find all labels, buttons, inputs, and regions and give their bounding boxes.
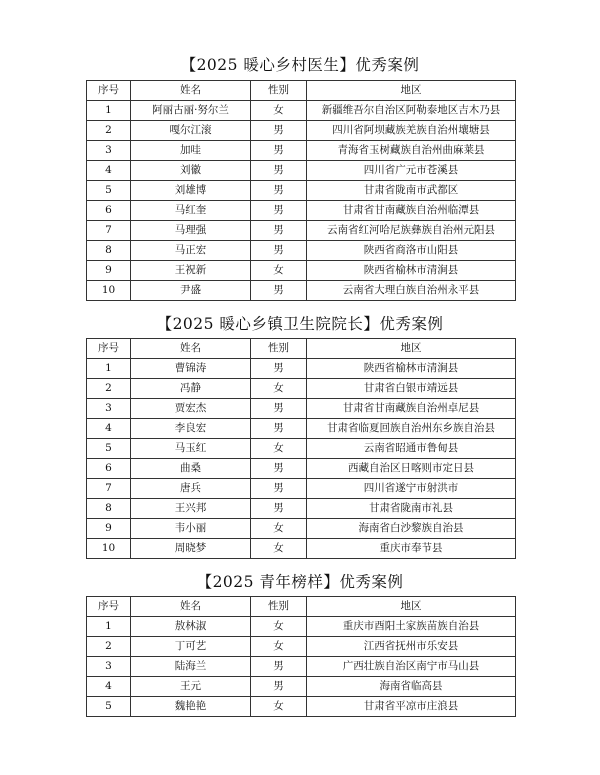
table-row <box>87 201 516 221</box>
table-row <box>87 519 516 539</box>
table-row <box>87 101 516 121</box>
cell-number: 4 <box>87 419 131 439</box>
cell-region: 甘肃省白银市靖远县 <box>307 379 516 399</box>
header-region: 地区 <box>307 339 516 359</box>
table-township-director <box>86 338 516 559</box>
cell-gender: 男 <box>251 121 307 141</box>
section-title-rural-doctor: 【2025 暖心乡村医生】优秀案例 <box>180 56 420 74</box>
cell-number: 7 <box>87 479 131 499</box>
table-row <box>87 221 516 241</box>
cell-region: 陕西省商洛市山阳县 <box>307 241 516 261</box>
cell-gender: 男 <box>251 281 307 301</box>
cell-region: 甘肃省甘南藏族自治州卓尼县 <box>307 399 516 419</box>
cell-number: 7 <box>87 221 131 241</box>
header-name: 姓名 <box>131 597 251 617</box>
header-number: 序号 <box>87 597 131 617</box>
cell-region: 青海省玉树藏族自治州曲麻莱县 <box>307 141 516 161</box>
table-row <box>87 499 516 519</box>
cell-gender: 男 <box>251 221 307 241</box>
cell-region: 云南省红河哈尼族彝族自治州元阳县 <box>307 221 516 241</box>
cell-region: 陕西省榆林市清涧县 <box>307 261 516 281</box>
section-title-township-director: 【2025 暖心乡镇卫生院院长】优秀案例 <box>156 315 444 333</box>
cell-name: 王元 <box>131 677 251 697</box>
cell-gender: 女 <box>251 697 307 717</box>
cell-gender: 女 <box>251 379 307 399</box>
cell-number: 2 <box>87 121 131 141</box>
cell-name: 贾宏杰 <box>131 399 251 419</box>
cell-gender: 男 <box>251 181 307 201</box>
cell-gender: 男 <box>251 399 307 419</box>
cell-region: 广西壮族自治区南宁市马山县 <box>307 657 516 677</box>
cell-number: 5 <box>87 697 131 717</box>
cell-name: 冯静 <box>131 379 251 399</box>
cell-name: 周晓梦 <box>131 539 251 559</box>
cell-region: 甘肃省甘南藏族自治州临潭县 <box>307 201 516 221</box>
cell-name: 陆海兰 <box>131 657 251 677</box>
table-row <box>87 379 516 399</box>
cell-gender: 男 <box>251 201 307 221</box>
cell-gender: 男 <box>251 459 307 479</box>
cell-region: 重庆市酉阳土家族苗族自治县 <box>307 617 516 637</box>
cell-number: 3 <box>87 399 131 419</box>
table-row <box>87 359 516 379</box>
table-row <box>87 419 516 439</box>
cell-gender: 女 <box>251 617 307 637</box>
cell-gender: 男 <box>251 241 307 261</box>
cell-name: 刘雄博 <box>131 181 251 201</box>
header-name: 姓名 <box>131 81 251 101</box>
cell-name: 曲桑 <box>131 459 251 479</box>
cell-region: 新疆维吾尔自治区阿勒泰地区吉木乃县 <box>307 101 516 121</box>
cell-number: 1 <box>87 617 131 637</box>
cell-number: 9 <box>87 261 131 281</box>
table-body <box>87 101 516 301</box>
table-row <box>87 657 516 677</box>
section-title-youth-model: 【2025 青年榜样】优秀案例 <box>196 573 404 591</box>
table-header-row <box>87 339 516 359</box>
table-body <box>87 617 516 717</box>
cell-region: 陕西省榆林市清涧县 <box>307 359 516 379</box>
cell-gender: 女 <box>251 539 307 559</box>
cell-number: 5 <box>87 181 131 201</box>
header-gender: 性别 <box>251 597 307 617</box>
header-gender: 性别 <box>251 81 307 101</box>
cell-gender: 女 <box>251 261 307 281</box>
cell-gender: 男 <box>251 499 307 519</box>
header-number: 序号 <box>87 339 131 359</box>
cell-name: 马理强 <box>131 221 251 241</box>
table-row <box>87 697 516 717</box>
cell-name: 嘎尔江滚 <box>131 121 251 141</box>
table-row <box>87 459 516 479</box>
cell-name: 阿丽古丽·努尔兰 <box>131 101 251 121</box>
cell-number: 1 <box>87 359 131 379</box>
cell-name: 马正宏 <box>131 241 251 261</box>
cell-number: 9 <box>87 519 131 539</box>
cell-region: 西藏自治区日喀则市定日县 <box>307 459 516 479</box>
cell-region: 四川省广元市苍溪县 <box>307 161 516 181</box>
table-row <box>87 161 516 181</box>
header-gender: 性别 <box>251 339 307 359</box>
cell-number: 6 <box>87 201 131 221</box>
table-row <box>87 241 516 261</box>
cell-gender: 男 <box>251 141 307 161</box>
cell-number: 10 <box>87 539 131 559</box>
cell-name: 唐兵 <box>131 479 251 499</box>
cell-number: 2 <box>87 637 131 657</box>
cell-name: 加哇 <box>131 141 251 161</box>
cell-region: 甘肃省陇南市礼县 <box>307 499 516 519</box>
cell-number: 2 <box>87 379 131 399</box>
cell-name: 马红奎 <box>131 201 251 221</box>
cell-name: 曹锦涛 <box>131 359 251 379</box>
table-body <box>87 359 516 559</box>
cell-name: 韦小丽 <box>131 519 251 539</box>
cell-gender: 男 <box>251 419 307 439</box>
table-row <box>87 181 516 201</box>
cell-number: 10 <box>87 281 131 301</box>
cell-region: 云南省大理白族自治州永平县 <box>307 281 516 301</box>
table-row <box>87 677 516 697</box>
cell-gender: 女 <box>251 439 307 459</box>
cell-gender: 男 <box>251 657 307 677</box>
table-row <box>87 399 516 419</box>
cell-number: 3 <box>87 141 131 161</box>
cell-region: 甘肃省临夏回族自治州东乡族自治县 <box>307 419 516 439</box>
cell-region: 江西省抚州市乐安县 <box>307 637 516 657</box>
table-header-row <box>87 81 516 101</box>
cell-name: 李良宏 <box>131 419 251 439</box>
table-row <box>87 141 516 161</box>
cell-number: 1 <box>87 101 131 121</box>
cell-gender: 女 <box>251 637 307 657</box>
header-region: 地区 <box>307 81 516 101</box>
cell-name: 魏艳艳 <box>131 697 251 717</box>
table-row <box>87 617 516 637</box>
table-row <box>87 479 516 499</box>
cell-gender: 女 <box>251 519 307 539</box>
cell-name: 尹盛 <box>131 281 251 301</box>
cell-region: 海南省白沙黎族自治县 <box>307 519 516 539</box>
cell-region: 甘肃省平凉市庄浪县 <box>307 697 516 717</box>
cell-name: 丁可艺 <box>131 637 251 657</box>
cell-number: 8 <box>87 241 131 261</box>
cell-number: 4 <box>87 161 131 181</box>
table-row <box>87 261 516 281</box>
cell-number: 8 <box>87 499 131 519</box>
table-header-row <box>87 597 516 617</box>
table-row <box>87 121 516 141</box>
cell-region: 四川省遂宁市射洪市 <box>307 479 516 499</box>
header-number: 序号 <box>87 81 131 101</box>
cell-region: 四川省阿坝藏族羌族自治州壤塘县 <box>307 121 516 141</box>
cell-gender: 男 <box>251 161 307 181</box>
cell-region: 云南省昭通市鲁甸县 <box>307 439 516 459</box>
cell-region: 海南省临高县 <box>307 677 516 697</box>
cell-gender: 女 <box>251 101 307 121</box>
cell-name: 敖林淑 <box>131 617 251 637</box>
cell-gender: 男 <box>251 677 307 697</box>
header-name: 姓名 <box>131 339 251 359</box>
cell-name: 马玉红 <box>131 439 251 459</box>
cell-number: 6 <box>87 459 131 479</box>
cell-number: 3 <box>87 657 131 677</box>
cell-name: 王兴邦 <box>131 499 251 519</box>
table-row <box>87 539 516 559</box>
cell-gender: 男 <box>251 359 307 379</box>
header-region: 地区 <box>307 597 516 617</box>
cell-region: 甘肃省陇南市武都区 <box>307 181 516 201</box>
cell-region: 重庆市奉节县 <box>307 539 516 559</box>
cell-number: 5 <box>87 439 131 459</box>
cell-name: 王祝新 <box>131 261 251 281</box>
table-youth-model <box>86 596 516 717</box>
cell-number: 4 <box>87 677 131 697</box>
table-row <box>87 281 516 301</box>
cell-name: 刘徽 <box>131 161 251 181</box>
cell-gender: 男 <box>251 479 307 499</box>
table-row <box>87 439 516 459</box>
table-row <box>87 637 516 657</box>
table-rural-doctor <box>86 80 516 301</box>
